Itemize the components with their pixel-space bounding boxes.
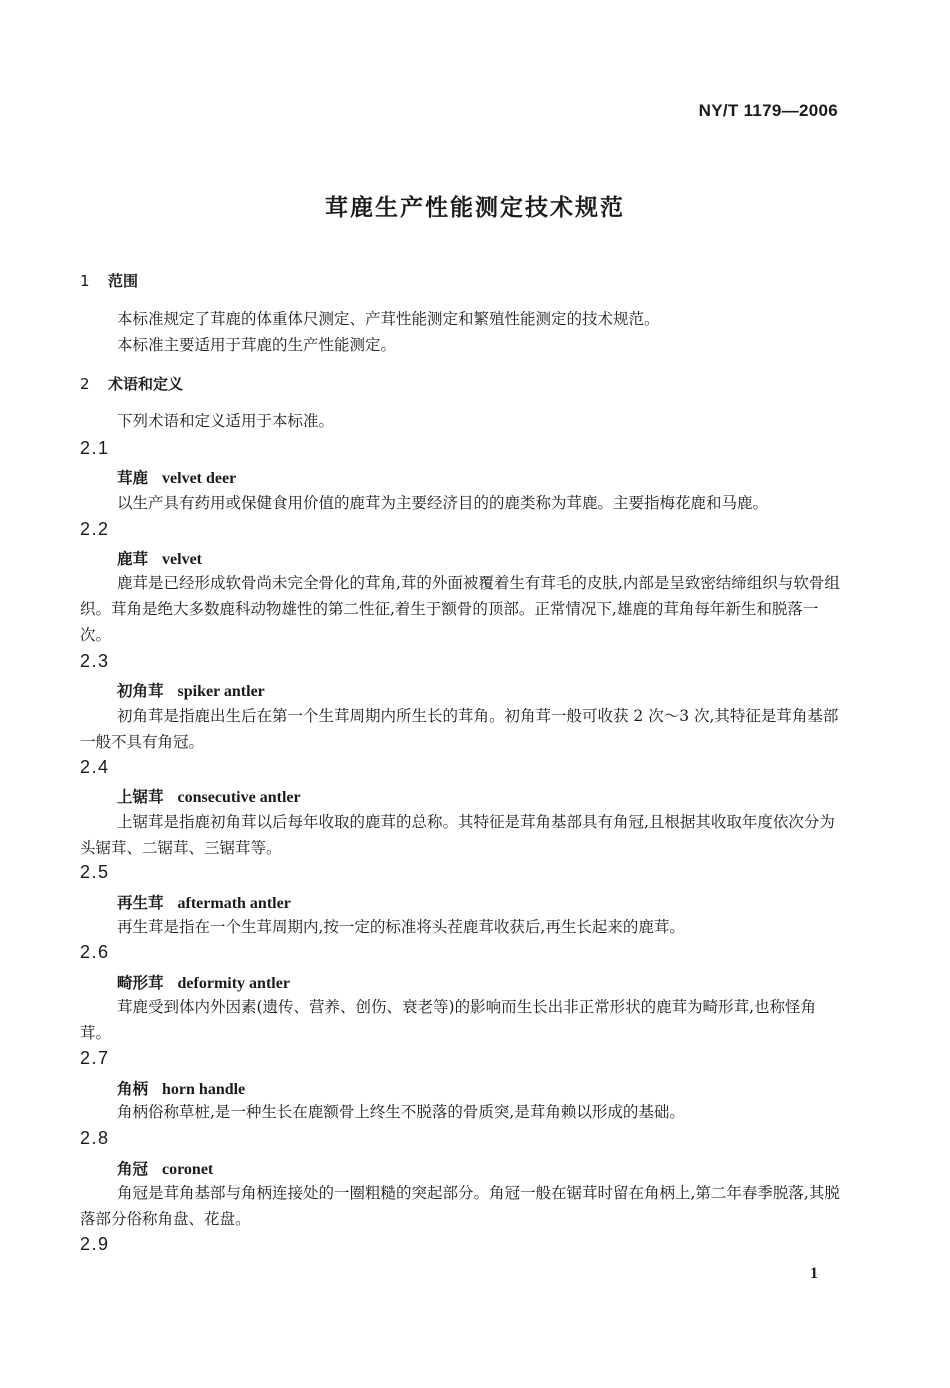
section-heading-terms	[80, 373, 183, 394]
term-chinese: 角冠	[117, 1160, 149, 1178]
term-chinese: 茸鹿	[117, 469, 149, 487]
section-title: 范围	[108, 272, 139, 290]
clause-number: 2.8	[80, 1128, 110, 1148]
term-definition: 以生产具有药用或保健食用价值的鹿茸为主要经济目的的鹿类称为茸鹿。主要指梅花鹿和马鹿。	[117, 494, 769, 512]
term-heading	[117, 891, 291, 913]
term-heading	[117, 785, 301, 807]
clause-number: 2.7	[80, 1048, 110, 1068]
section-number: 1	[80, 272, 90, 290]
section-heading-scope	[80, 270, 138, 291]
term-chinese: 鹿茸	[117, 550, 149, 568]
clause-number: 2.9	[80, 1234, 110, 1254]
clause-number: 2.2	[80, 519, 110, 539]
term-heading	[117, 971, 290, 993]
clause-number: 2.3	[80, 651, 110, 671]
term-chinese: 再生茸	[117, 894, 164, 912]
section-title: 术语和定义	[108, 375, 184, 393]
term-definition: 鹿茸是已经形成软骨尚未完全骨化的茸角,茸的外面被覆着生有茸毛的皮肤,内部是呈致密结缔组织与软骨组织。茸角是绝大多数鹿科动物雄性的第二性征,着生于额骨的顶部。正常情况下,雄鹿的茸角每年新生和脱落一次。	[80, 574, 840, 644]
term-heading	[117, 547, 202, 569]
section-number: 2	[80, 375, 90, 393]
term-chinese: 畸形茸	[117, 974, 164, 992]
page-number: 1	[810, 1265, 818, 1282]
standard-code: NY/T 1179—2006	[698, 101, 838, 120]
term-heading	[117, 679, 265, 701]
scope-paragraph-2: 本标准主要适用于茸鹿的生产性能测定。	[117, 336, 397, 354]
term-heading	[117, 1077, 245, 1099]
term-definition: 初角茸是指鹿出生后在第一个生茸周期内所生长的茸角。初角茸一般可收获 2 次～3 次,其特征是茸角基部一般不具有角冠。	[80, 707, 839, 751]
term-english: velvet deer	[162, 470, 237, 487]
clause-number: 2.6	[80, 942, 110, 962]
term-english: deformity antler	[177, 975, 290, 992]
term-definition: 角冠是茸角基部与角柄连接处的一圈粗糙的突起部分。角冠一般在锯茸时留在角柄上,第二年春季脱落,其脱落部分俗称角盘、花盘。	[80, 1184, 840, 1228]
term-english: aftermath antler	[177, 895, 291, 912]
term-heading	[117, 1157, 213, 1179]
document-title: 茸鹿生产性能测定技术规范	[325, 195, 625, 221]
term-definition: 上锯茸是指鹿初角茸以后每年收取的鹿茸的总称。其特征是茸角基部具有角冠,且根据其收取年度依次分为头锯茸、二锯茸、三锯茸等。	[80, 813, 835, 857]
clause-number: 2.5	[80, 862, 110, 882]
term-definition: 角柄俗称草桩,是一种生长在鹿额骨上终生不脱落的骨质突,是茸角赖以形成的基础。	[117, 1103, 685, 1121]
term-chinese: 上锯茸	[117, 788, 164, 806]
term-english: consecutive antler	[177, 789, 301, 806]
term-english: spiker antler	[177, 683, 265, 700]
term-chinese: 角柄	[117, 1080, 149, 1098]
term-definition: 再生茸是指在一个生茸周期内,按一定的标准将头茬鹿茸收获后,再生长起来的鹿茸。	[117, 918, 685, 936]
clause-number: 2.1	[80, 438, 110, 458]
term-definition: 茸鹿受到体内外因素(遗传、营养、创伤、衰老等)的影响而生长出非正常形状的鹿茸为畸形茸,也称怪角茸。	[80, 998, 817, 1042]
term-english: coronet	[162, 1161, 214, 1178]
term-heading	[117, 466, 236, 488]
clause-number: 2.4	[80, 757, 110, 777]
term-english: velvet	[162, 551, 202, 568]
scope-paragraph-1: 本标准规定了茸鹿的体重体尺测定、产茸性能测定和繁殖性能测定的技术规范。	[117, 310, 660, 328]
terms-intro-paragraph: 下列术语和定义适用于本标准。	[117, 412, 335, 430]
term-chinese: 初角茸	[117, 682, 164, 700]
term-english: horn handle	[162, 1081, 246, 1098]
